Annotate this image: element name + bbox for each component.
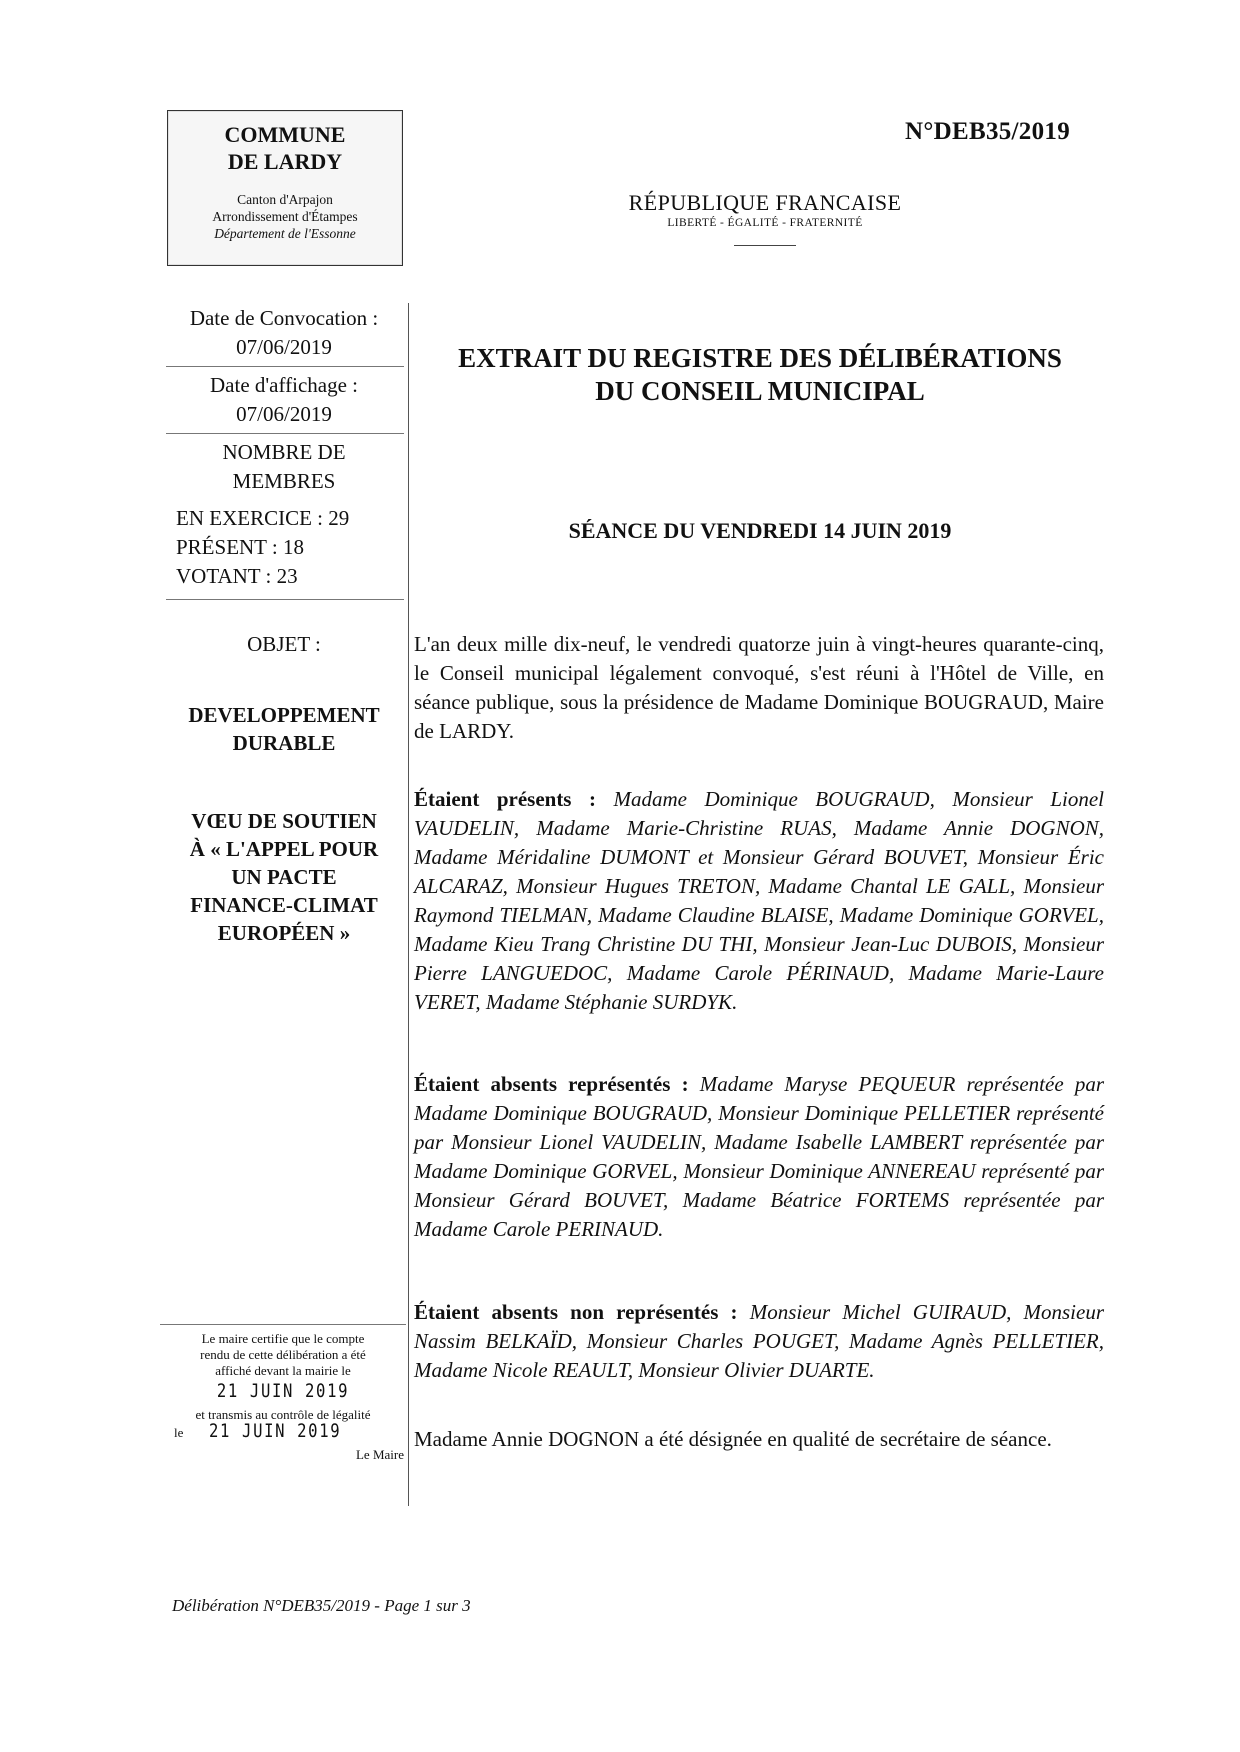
certification-block: Le maire certifie que le compte rendu de cette délibération a été affiché devant la mairie le 21 JUIN 2019 et transmis au contrôle de légalité le 21 JUIN 2019 Le Maire [160,1324,406,1463]
column-divider [408,303,409,1506]
commune-details [168,191,402,242]
convocation-label: Date de Convocation : [189,306,379,330]
session-heading: SÉANCE DU VENDREDI 14 JUIN 2019 [568,518,952,543]
members-present: PRÉSENT : 18 [176,535,304,559]
members-counts [160,504,408,591]
represented-label: Étaient absents représentés : [414,1072,689,1096]
represented-list: Madame Maryse PEQUEUR représentée par Madame Dominique BOUGRAUD, Monsieur Dominique PELLETIER représenté par Monsieur Lionel VAUDELIN, Madame Isabelle LAMBERT représentée par Madame Dominique GORVEL, Monsieur Dominique ANNEREAU représenté par Monsieur Gérard BOUVET, Madame Béatrice FORTEMS représentée par Madame Carole PERINAUD. [414,1072,1104,1241]
present-list: Madame Dominique BOUGRAUD, Monsieur Lionel VAUDELIN, Madame Marie-Christine RUAS, Madame Annie DOGNON, Madame Méridaline DUMONT et Monsieur Gérard BOUVET, Monsieur Éric ALCARAZ, Monsieur Hugues TRETON, Madame Chantal LE GALL, Monsieur Raymond TIELMAN, Madame Claudine BLAISE, Madame Dominique GORVEL, Madame Kieu Trang Christine DU THI, Monsieur Jean-Luc DUBOIS, Monsieur Pierre LANGUEDOC, Madame Carole PÉRINAUD, Madame Marie-Laure VERET, Madame Stéphanie SURDYK. [414,787,1104,1014]
unrepresented-label: Étaient absents non représentés : [414,1300,738,1324]
object-label: OBJET : [247,632,321,656]
divider [160,1324,406,1325]
unrepresented-list: Monsieur Michel GUIRAUD, Monsieur Nassim BELKAÏD, Monsieur Charles POUGET, Madame Agnès PELLETIER, Madame Nicole REAULT, Monsieur Olivier DUARTE. [414,1300,1104,1382]
divider [166,433,404,434]
divider [166,366,404,367]
republic-motto: LIBERTÉ - ÉGALITÉ - FRATERNITÉ [667,217,863,229]
departement: Département de l'Essonne [214,226,356,241]
signature-label: Le Maire [355,1447,404,1462]
divider [734,245,796,246]
affichage-date: 07/06/2019 [236,402,332,426]
members-voting: VOTANT : 23 [176,564,298,588]
meeting-info-column [160,304,408,947]
members-heading-line2: MEMBRES [232,469,336,493]
affichage-label: Date d'affichage : [210,373,358,397]
intro-paragraph: L'an deux mille dix-neuf, le vendredi quatorze juin à vingt-heures quarante-cinq, le Conseil municipal légalement convoqué, s'est réuni à l'Hôtel de Ville, en séance publique, sous la présidence de Madame Dominique BOUGRAUD, Maire de LARDY. [414,632,1104,743]
divider [166,599,404,600]
unrepresented-absents-paragraph [414,1298,1104,1385]
commune-box [167,110,403,266]
object-title: VŒU DE SOUTIEN À « L'APPEL POUR UN PACTE FINANCE-CLIMAT EUROPÉEN » [189,809,379,945]
represented-absents-paragraph [414,1070,1104,1244]
page-title: EXTRAIT DU REGISTRE DES DÉLIBÉRATIONS DU CONSEIL MUNICIPAL [458,343,1062,406]
members-in-office: EN EXERCICE : 29 [176,506,350,530]
present-label: Étaient présents : [414,787,596,811]
object-theme: DEVELOPPEMENT DURABLE [188,703,380,755]
deliberation-number: N°DEB35/2019 [905,118,1071,145]
republic-heading [580,190,950,246]
republic-name: RÉPUBLIQUE FRANCAISE [628,190,902,215]
secretary-paragraph: Madame Annie DOGNON a été désignée en qualité de secrétaire de séance. [414,1427,1052,1451]
convocation-date: 07/06/2019 [236,335,332,359]
display-date-stamp: 21 JUIN 2019 [216,1380,350,1402]
commune-name: COMMUNE DE LARDY [224,122,346,174]
page-footer: Délibération N°DEB35/2019 - Page 1 sur 3 [172,1596,471,1615]
transmission-date-stamp: 21 JUIN 2019 [208,1420,341,1442]
canton: Canton d'Arpajon [237,192,333,207]
arrondissement: Arrondissement d'Étampes [212,209,358,224]
present-members-paragraph [414,785,1104,1017]
members-heading-line1: NOMBRE DE [222,440,346,464]
